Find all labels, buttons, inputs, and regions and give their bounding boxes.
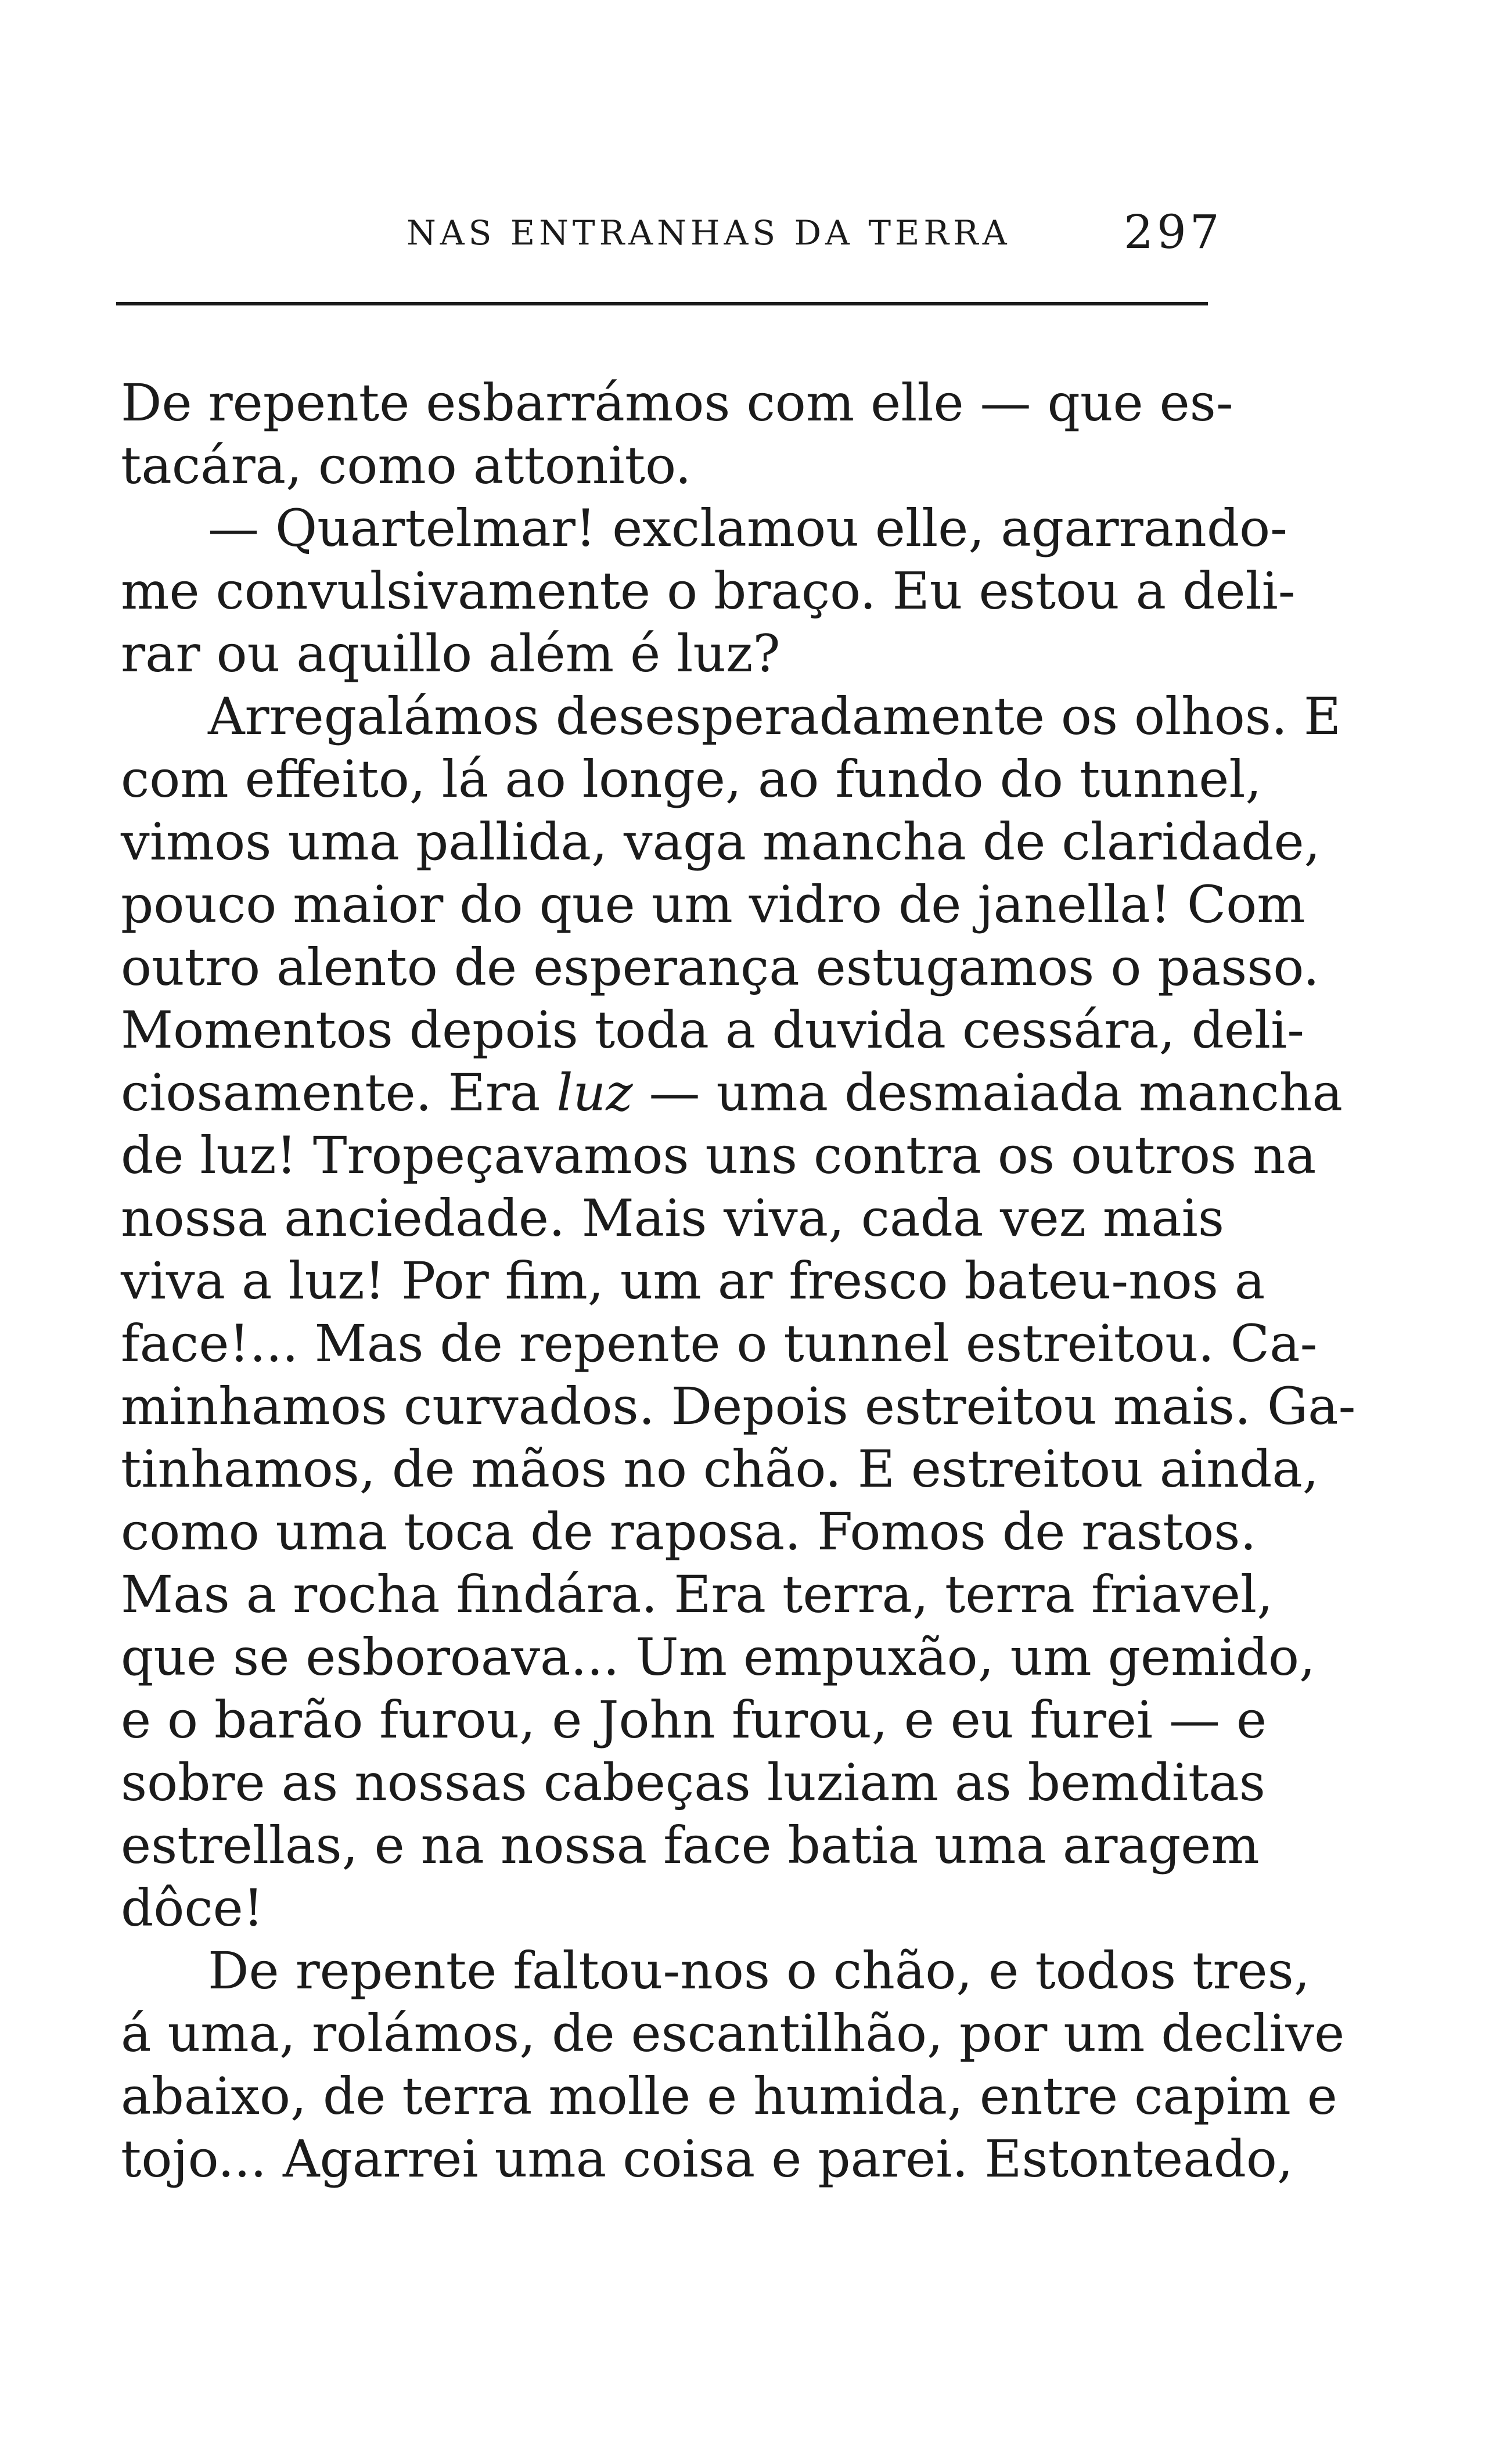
page-number: 297 (1124, 205, 1223, 259)
text-line: dôce! (121, 1878, 264, 1938)
text-line: abaixo, de terra molle e humida, entre capim e (121, 2066, 1337, 2126)
text-line: me convulsivamente o braço. Eu estou a deli- (121, 561, 1296, 621)
text-line: sobre as nossas cabeças luziam as bemditas (121, 1753, 1265, 1812)
text-line: vimos uma pallida, vaga mancha de claridade, (121, 812, 1321, 872)
italic-word: luz (556, 1063, 633, 1123)
text-line: Mas a rocha findára. Era terra, terra friavel, (121, 1564, 1274, 1624)
text-line: Momentos depois toda a duvida cessára, deli- (121, 1000, 1305, 1060)
text-line: e o barão furou, e John furou, e eu furei — e (121, 1690, 1267, 1750)
body-text (121, 372, 1356, 2190)
text-line: rar ou aquillo além é luz? (121, 624, 781, 684)
text-line: que se esboroava... Um empuxão, um gemido, (121, 1627, 1315, 1687)
text-line: pouco maior do que um vidro de janella! Com (121, 875, 1305, 934)
text-line: outro alento de esperança estugamos o passo. (121, 937, 1319, 997)
text-line: De repente esbarrámos com elle — que es- (121, 373, 1233, 433)
text-line: minhamos curvados. Depois estreitou mais. Ga- (121, 1376, 1356, 1436)
text-line: — Quartelmar! exclamou elle, agarrando- (208, 498, 1287, 558)
text-line: tacára, como attonito. (121, 436, 692, 495)
text-line: tojo... Agarrei uma coisa e parei. Estonteado, (121, 2129, 1293, 2189)
text-line: nossa anciedade. Mais viva, cada vez mais (121, 1188, 1224, 1248)
text-line-with-italic (121, 1062, 1343, 1124)
text-line: viva a luz! Por fim, um ar fresco bateu-nos a (121, 1251, 1265, 1311)
text-line: estrellas, e na nossa face batia uma aragem (121, 1815, 1260, 1875)
text-line: com effeito, lá ao longe, ao fundo do tunnel, (121, 749, 1262, 809)
text-line: Arregalámos desesperadamente os olhos. E (208, 686, 1341, 746)
text-line: face!... Mas de repente o tunnel estreitou. Ca- (121, 1314, 1318, 1373)
text-line: tinhamos, de mãos no chão. E estreitou ainda, (121, 1439, 1319, 1499)
header-rule (116, 302, 1208, 305)
text-line: De repente faltou-nos o chão, e todos tres, (208, 1941, 1310, 2001)
text-line: de luz! Tropeçavamos uns contra os outros na (121, 1125, 1317, 1185)
line-lead: ciosamente. Era (121, 1063, 557, 1123)
text-line: como uma toca de raposa. Fomos de rastos. (121, 1502, 1257, 1562)
running-title: NAS ENTRANHAS DA TERRA (407, 213, 1011, 253)
line-tail: — uma desmaiada mancha (632, 1063, 1343, 1123)
text-line: á uma, rolámos, de escantilhão, por um declive (121, 2003, 1345, 2063)
